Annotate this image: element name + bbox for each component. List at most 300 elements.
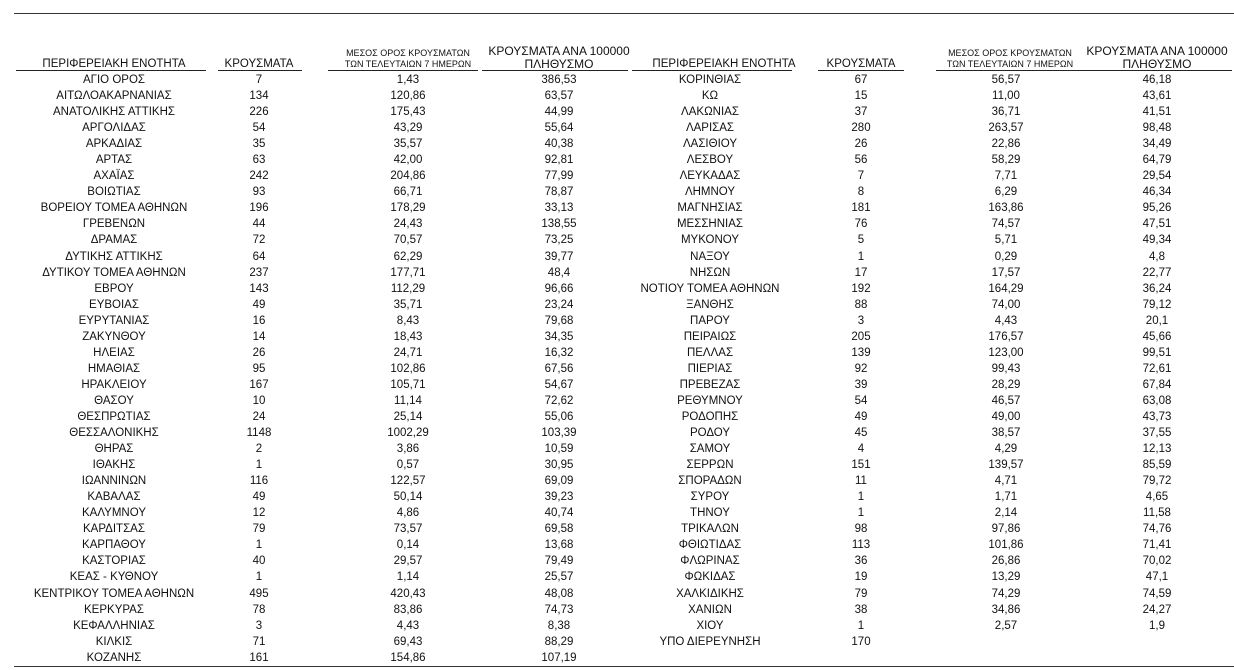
table-row [624, 409, 1234, 425]
header-row [14, 38, 1234, 70]
table-row [14, 345, 624, 361]
table-row [14, 120, 624, 136]
cases-cell: 134 [249, 90, 269, 103]
avg7-cell: 120,86 [390, 90, 426, 103]
cases-cell: 54 [252, 122, 266, 135]
region-cell: ΑΓΙΟ ΟΡΟΣ [82, 74, 145, 86]
header-per100k-left-line1: ΚΡΟΥΣΜΑΤΑ ΑΝΑ 100000 [488, 44, 630, 58]
table-row [14, 409, 624, 425]
cases-cell: 92 [854, 362, 868, 375]
table-row [624, 313, 1234, 329]
table-row [14, 521, 624, 537]
per100k-cell: 40,74 [544, 507, 574, 520]
avg7-cell: 8,43 [396, 314, 420, 327]
per100k-cell: 12,13 [1142, 443, 1172, 456]
cases-cell: 5 [857, 234, 865, 247]
region-cell: ΑΧΑΪΑΣ [93, 170, 135, 183]
per100k-cell: 88,29 [544, 635, 574, 648]
cases-cell: 37 [854, 106, 868, 119]
region-cell: ΕΥΒΟΙΑΣ [89, 298, 139, 311]
avg7-cell: 13,29 [991, 571, 1021, 584]
per100k-cell: 99,51 [1142, 346, 1172, 359]
cases-cell: 192 [851, 282, 871, 295]
table-row [624, 473, 1234, 489]
cases-cell: 17 [854, 266, 868, 279]
avg7-cell: 43,29 [393, 122, 423, 135]
region-cell: ΘΕΣΣΑΛΟΝΙΚΗΣ [69, 427, 159, 440]
avg7-cell: 4,43 [396, 619, 420, 632]
region-cell: ΚΟΡΙΝΘΙΑΣ [678, 74, 742, 86]
table-row [14, 200, 624, 216]
region-cell: ΛΕΥΚΑΔΑΣ [679, 170, 741, 183]
region-cell: ΠΙΕΡΙΑΣ [687, 362, 733, 375]
region-cell: ΚΑΡΠΑΘΟΥ [82, 539, 146, 552]
region-cell: ΛΗΜΝΟΥ [684, 186, 736, 199]
cases-cell: 95 [252, 362, 266, 375]
right-table [624, 72, 1234, 650]
table-row [624, 297, 1234, 313]
per100k-cell: 103,39 [541, 427, 577, 440]
table-row [14, 618, 624, 634]
region-cell: ΖΑΚΥΝΘΟΥ [82, 330, 146, 343]
avg7-cell: 1002,29 [387, 427, 429, 440]
header-region-left: ΠΕΡΙΦΕΡΕΙΑΚΗ ΕΝΟΤΗΤΑ [42, 58, 186, 70]
region-cell: ΝΗΣΩΝ [689, 266, 731, 279]
region-cell: ΛΕΣΒΟΥ [686, 154, 734, 167]
region-cell: ΗΜΑΘΙΑΣ [87, 362, 141, 375]
bottom-rule [14, 666, 1234, 667]
table-row [14, 88, 624, 104]
per100k-cell: 47,51 [1142, 218, 1172, 231]
cases-cell: 151 [851, 459, 871, 472]
per100k-cell: 16,32 [544, 346, 574, 359]
table-row [624, 489, 1234, 505]
region-cell: ΔΥΤΙΚΟΥ ΤΟΜΕΑ ΑΘΗΝΩΝ [42, 266, 186, 279]
cases-cell: 495 [249, 587, 269, 600]
region-cell: ΧΑΛΚΙΔΙΚΗΣ [676, 587, 744, 600]
per100k-cell: 49,34 [1142, 234, 1172, 247]
region-cell: ΕΥΡΥΤΑΝΙΑΣ [78, 314, 150, 327]
region-cell: ΛΑΡΙΣΑΣ [685, 122, 735, 135]
per100k-cell: 72,62 [544, 394, 574, 407]
region-cell: ΠΕΙΡΑΙΩΣ [683, 330, 737, 343]
avg7-cell: 123,00 [988, 346, 1024, 359]
header-underline [16, 70, 206, 71]
header-per100k-right-line2: ΠΛΗΘΥΣΜΟ [1122, 56, 1192, 71]
table-row [14, 457, 624, 473]
avg7-cell: 97,86 [991, 523, 1021, 536]
cases-cell: 2 [255, 443, 263, 456]
region-cell: ΒΟΡΕΙΟΥ ΤΟΜΕΑ ΑΘΗΝΩΝ [40, 202, 188, 215]
region-cell: ΦΘΙΩΤΙΔΑΣ [678, 539, 742, 552]
table-row [624, 232, 1234, 248]
per100k-cell: 4,8 [1149, 250, 1165, 263]
cases-cell: 15 [854, 90, 868, 103]
per100k-cell: 48,08 [544, 587, 574, 600]
table-row [624, 120, 1234, 136]
avg7-cell: 36,71 [991, 106, 1021, 119]
cases-cell: 226 [249, 106, 269, 119]
avg7-cell: 7,71 [994, 170, 1018, 183]
per100k-cell: 22,77 [1142, 266, 1172, 279]
region-cell: ΚΑΣΤΟΡΙΑΣ [82, 555, 146, 568]
table-row [14, 586, 624, 602]
region-cell: ΚΑΛΥΜΝΟΥ [82, 507, 146, 520]
cases-cell: 36 [854, 555, 868, 568]
cases-cell: 1 [857, 619, 865, 632]
table-row [14, 602, 624, 618]
table-row [14, 393, 624, 409]
per100k-cell: 79,68 [544, 314, 574, 327]
table-row [14, 537, 624, 553]
region-cell: ΣΠΟΡΑΔΩΝ [678, 475, 742, 488]
region-cell: ΚΑΡΔΙΤΣΑΣ [83, 523, 145, 536]
per100k-cell: 47,1 [1145, 571, 1169, 584]
region-cell: ΤΗΝΟΥ [690, 507, 730, 520]
per100k-cell: 4,65 [1145, 491, 1169, 504]
per100k-cell: 23,24 [544, 298, 574, 311]
avg7-cell: 1,43 [396, 74, 420, 86]
table-row [14, 216, 624, 232]
per100k-cell: 45,66 [1142, 330, 1172, 343]
per100k-cell: 69,58 [544, 523, 574, 536]
table-row [624, 281, 1234, 297]
avg7-cell: 4,43 [994, 314, 1018, 327]
header-avg-left [330, 48, 486, 70]
avg7-cell: 56,57 [991, 74, 1021, 86]
table-row [624, 88, 1234, 104]
avg7-cell: 17,57 [991, 266, 1021, 279]
header-cases-right: ΚΡΟΥΣΜΑΤΑ [826, 58, 896, 70]
table-row [14, 136, 624, 152]
per100k-cell: 30,95 [544, 459, 574, 472]
avg7-cell: 18,43 [393, 330, 423, 343]
table-row [624, 249, 1234, 265]
per100k-cell: 78,87 [544, 186, 574, 199]
per100k-cell: 46,18 [1142, 74, 1172, 86]
per100k-cell: 55,64 [544, 122, 574, 135]
cases-cell: 237 [249, 266, 269, 279]
cases-cell: 45 [854, 427, 868, 440]
header-underline [818, 70, 904, 71]
header-cases-left: ΚΡΟΥΣΜΑΤΑ [224, 58, 294, 70]
table-row [624, 569, 1234, 585]
per100k-cell: 69,09 [544, 475, 574, 488]
region-cell: ΘΕΣΠΡΩΤΙΑΣ [77, 410, 151, 423]
cases-cell: 63 [252, 154, 266, 167]
table-row [624, 104, 1234, 120]
table-row [14, 265, 624, 281]
avg7-cell: 73,57 [393, 523, 423, 536]
header-avg-left-line1: ΜΕΣΟΣ ΟΡΟΣ ΚΡΟΥΣΜΑΤΩΝ [346, 48, 470, 58]
avg7-cell: 139,57 [988, 459, 1024, 472]
table-row [624, 393, 1234, 409]
region-cell: ΘΑΣΟΥ [94, 394, 134, 407]
per100k-cell: 63,08 [1142, 394, 1172, 407]
avg7-cell: 2,57 [994, 619, 1018, 632]
avg7-cell: 0,29 [994, 250, 1018, 263]
table-row [624, 537, 1234, 553]
cases-cell: 98 [854, 523, 868, 536]
per100k-cell: 29,54 [1142, 170, 1172, 183]
per100k-cell: 13,68 [544, 539, 574, 552]
table-row [14, 473, 624, 489]
per100k-cell: 72,61 [1142, 362, 1172, 375]
per100k-cell: 43,73 [1142, 410, 1172, 423]
region-cell: ΣΑΜΟΥ [689, 443, 731, 456]
cases-cell: 54 [854, 394, 868, 407]
per100k-cell: 11,58 [1143, 507, 1171, 520]
cases-cell: 49 [252, 491, 266, 504]
region-cell: ΜΑΓΝΗΣΙΑΣ [677, 202, 743, 215]
region-cell: ΞΑΝΘΗΣ [686, 298, 734, 311]
cases-cell: 1 [857, 250, 865, 263]
cases-cell: 170 [851, 635, 871, 648]
table-row [624, 329, 1234, 345]
top-rule [14, 13, 1234, 14]
table-row [14, 313, 624, 329]
table-row [624, 602, 1234, 618]
avg7-cell: 42,00 [393, 154, 423, 167]
region-cell: ΝΟΤΙΟΥ ΤΟΜΕΑ ΑΘΗΝΩΝ [640, 282, 780, 295]
table-row [624, 553, 1234, 569]
avg7-cell: 263,57 [988, 122, 1024, 135]
table-row [624, 618, 1234, 634]
avg7-cell: 112,29 [390, 282, 426, 295]
per100k-cell: 98,48 [1142, 122, 1172, 135]
per100k-cell: 20,1 [1145, 314, 1169, 327]
table-row [624, 265, 1234, 281]
cases-cell: 7 [857, 170, 865, 183]
cases-cell: 38 [854, 603, 868, 616]
region-cell: ΧΙΟΥ [696, 619, 724, 632]
avg7-cell: 74,29 [991, 587, 1021, 600]
header-per100k-left [484, 45, 634, 70]
cases-cell: 196 [249, 202, 269, 215]
region-cell: ΙΘΑΚΗΣ [92, 459, 136, 472]
cases-cell: 1 [857, 507, 865, 520]
region-cell: ΕΒΡΟΥ [94, 282, 134, 295]
per100k-cell: 77,99 [544, 170, 574, 183]
table-row [624, 441, 1234, 457]
cases-cell: 116 [249, 475, 269, 488]
per100k-cell: 386,53 [541, 74, 577, 86]
table-row [14, 297, 624, 313]
table-row [624, 425, 1234, 441]
region-cell: ΘΗΡΑΣ [94, 443, 134, 456]
avg7-cell: 29,57 [393, 555, 423, 568]
avg7-cell: 101,86 [988, 539, 1024, 552]
per100k-cell: 1,9 [1149, 619, 1165, 632]
per100k-cell: 107,19 [541, 651, 577, 664]
cases-cell: 205 [851, 330, 871, 343]
avg7-cell: 34,86 [991, 603, 1021, 616]
cases-cell: 40 [252, 555, 266, 568]
avg7-cell: 154,86 [390, 651, 426, 664]
avg7-cell: 28,29 [991, 378, 1021, 391]
region-cell: ΗΛΕΙΑΣ [93, 346, 135, 359]
avg7-cell: 122,57 [390, 475, 426, 488]
cases-cell: 8 [857, 186, 865, 199]
header-underline [632, 70, 792, 71]
table-row [624, 168, 1234, 184]
table-row [14, 441, 624, 457]
table-row [14, 329, 624, 345]
header-underline [1086, 70, 1232, 71]
left-table [14, 72, 624, 666]
region-cell: ΤΡΙΚΑΛΩΝ [681, 523, 739, 536]
per100k-cell: 74,76 [1142, 523, 1172, 536]
region-cell: ΦΩΚΙΔΑΣ [684, 571, 736, 584]
avg7-cell: 46,57 [991, 394, 1021, 407]
cases-cell: 1 [857, 491, 865, 504]
per100k-cell: 92,81 [544, 154, 574, 167]
per100k-cell: 67,56 [544, 362, 574, 375]
cases-cell: 242 [249, 170, 269, 183]
avg7-cell: 22,86 [991, 138, 1021, 151]
table-row [14, 72, 624, 88]
per100k-cell: 64,79 [1142, 154, 1172, 167]
header-avg-right-line1: ΜΕΣΟΣ ΟΡΟΣ ΚΡΟΥΣΜΑΤΩΝ [948, 48, 1072, 58]
avg7-cell: 74,57 [991, 218, 1021, 231]
region-cell: ΑΡΚΑΔΙΑΣ [85, 138, 143, 151]
cases-cell: 280 [851, 122, 871, 135]
per100k-cell: 37,55 [1142, 427, 1172, 440]
table-row [14, 249, 624, 265]
table-row [14, 650, 624, 666]
table-row [624, 216, 1234, 232]
table-row [624, 634, 1234, 650]
region-cell: ΚΕΦΑΛΛΗΝΙΑΣ [73, 619, 155, 632]
per100k-cell: 71,41 [1142, 539, 1172, 552]
per100k-cell: 138,55 [541, 218, 577, 231]
avg7-cell: 5,71 [994, 234, 1018, 247]
avg7-cell: 74,00 [991, 298, 1021, 311]
avg7-cell: 0,14 [396, 539, 420, 552]
region-cell: ΧΑΝΙΩΝ [688, 603, 732, 616]
avg7-cell: 58,29 [991, 154, 1021, 167]
table-row [624, 345, 1234, 361]
per100k-cell: 39,77 [544, 250, 574, 263]
region-cell: ΚΟΖΑΝΗΣ [86, 651, 142, 664]
cases-cell: 12 [252, 507, 266, 520]
region-cell: ΔΡΑΜΑΣ [90, 234, 138, 247]
cases-cell: 44 [252, 218, 266, 231]
table-row [14, 425, 624, 441]
avg7-cell: 4,29 [994, 443, 1018, 456]
avg7-cell: 66,71 [393, 186, 423, 199]
table-row [14, 281, 624, 297]
cases-cell: 24 [252, 410, 266, 423]
header-underline [482, 70, 628, 71]
cases-cell: 16 [252, 314, 266, 327]
table-row [14, 634, 624, 650]
region-cell: ΑΙΤΩΛΟΑΚΑΡΝΑΝΙΑΣ [56, 90, 172, 103]
cases-cell: 26 [252, 346, 266, 359]
per100k-cell: 55,06 [544, 410, 574, 423]
header-per100k-right [1082, 45, 1232, 70]
per100k-cell: 96,66 [544, 282, 574, 295]
avg7-cell: 24,43 [393, 218, 423, 231]
per100k-cell: 67,84 [1142, 378, 1172, 391]
per100k-cell: 43,61 [1142, 90, 1172, 103]
avg7-cell: 163,86 [988, 202, 1024, 215]
per100k-cell: 33,13 [544, 202, 574, 215]
region-cell: ΚΕΝΤΡΙΚΟΥ ΤΟΜΕΑ ΑΘΗΝΩΝ [33, 587, 195, 600]
avg7-cell: 164,29 [988, 282, 1024, 295]
cases-cell: 71 [252, 635, 266, 648]
region-cell: ΛΑΣΙΘΙΟΥ [682, 138, 738, 151]
cases-cell: 3 [857, 314, 865, 327]
table-row [14, 489, 624, 505]
cases-cell: 78 [252, 603, 266, 616]
cases-cell: 14 [252, 330, 266, 343]
header-underline [328, 70, 478, 71]
cases-cell: 1 [255, 571, 263, 584]
region-cell: ΚΩ [701, 90, 719, 103]
table-row [624, 200, 1234, 216]
cases-cell: 161 [249, 651, 269, 664]
table-row [624, 586, 1234, 602]
region-cell: ΑΡΤΑΣ [95, 154, 133, 167]
avg7-cell: 24,71 [393, 346, 423, 359]
avg7-cell: 50,14 [393, 491, 423, 504]
cases-cell: 79 [854, 587, 868, 600]
avg7-cell: 62,29 [393, 250, 423, 263]
avg7-cell: 11,14 [394, 394, 422, 407]
cases-cell: 39 [854, 378, 868, 391]
per100k-cell: 79,49 [544, 555, 574, 568]
cases-cell: 93 [252, 186, 266, 199]
per100k-cell: 63,57 [544, 90, 574, 103]
region-cell: ΝΑΞΟΥ [690, 250, 730, 263]
avg7-cell: 4,71 [994, 475, 1018, 488]
cases-cell: 181 [851, 202, 871, 215]
per100k-cell: 85,59 [1142, 459, 1172, 472]
avg7-cell: 99,43 [991, 362, 1021, 375]
per100k-cell: 34,35 [544, 330, 574, 343]
table-row [14, 232, 624, 248]
cases-cell: 10 [252, 394, 266, 407]
per100k-cell: 34,49 [1142, 138, 1172, 151]
per100k-cell: 74,59 [1142, 587, 1172, 600]
table-row [624, 152, 1234, 168]
region-cell: ΠΡΕΒΕΖΑΣ [679, 378, 741, 391]
cases-cell: 7 [255, 74, 263, 86]
region-cell: ΑΡΓΟΛΙΔΑΣ [82, 122, 146, 135]
region-cell: ΙΩΑΝΝΙΝΩΝ [81, 475, 147, 488]
avg7-cell: 177,71 [390, 266, 426, 279]
per100k-cell: 40,38 [544, 138, 574, 151]
avg7-cell: 1,14 [396, 571, 420, 584]
region-cell: ΣΕΡΡΩΝ [686, 459, 734, 472]
region-cell: ΥΠΟ ΔΙΕΡΕΥΝΗΣΗ [659, 635, 761, 648]
per100k-cell: 36,24 [1142, 282, 1172, 295]
avg7-cell: 35,57 [393, 138, 423, 151]
cases-cell: 64 [252, 250, 266, 263]
region-cell: ΒΟΙΩΤΙΑΣ [87, 186, 141, 199]
per100k-cell: 10,59 [544, 443, 574, 456]
per100k-cell: 70,02 [1142, 555, 1172, 568]
region-cell: ΜΕΣΣΗΝΙΑΣ [676, 218, 744, 231]
header-avg-left-line2: ΤΩΝ ΤΕΛΕΥΤΑΙΩΝ 7 ΗΜΕΡΩΝ [344, 59, 472, 69]
region-cell: ΠΑΡΟΥ [690, 314, 730, 327]
cases-cell: 56 [854, 154, 868, 167]
avg7-cell: 176,57 [988, 330, 1024, 343]
region-cell: ΚΙΛΚΙΣ [95, 635, 133, 648]
cases-cell: 49 [252, 298, 266, 311]
region-cell: ΓΡΕΒΕΝΩΝ [82, 218, 146, 231]
